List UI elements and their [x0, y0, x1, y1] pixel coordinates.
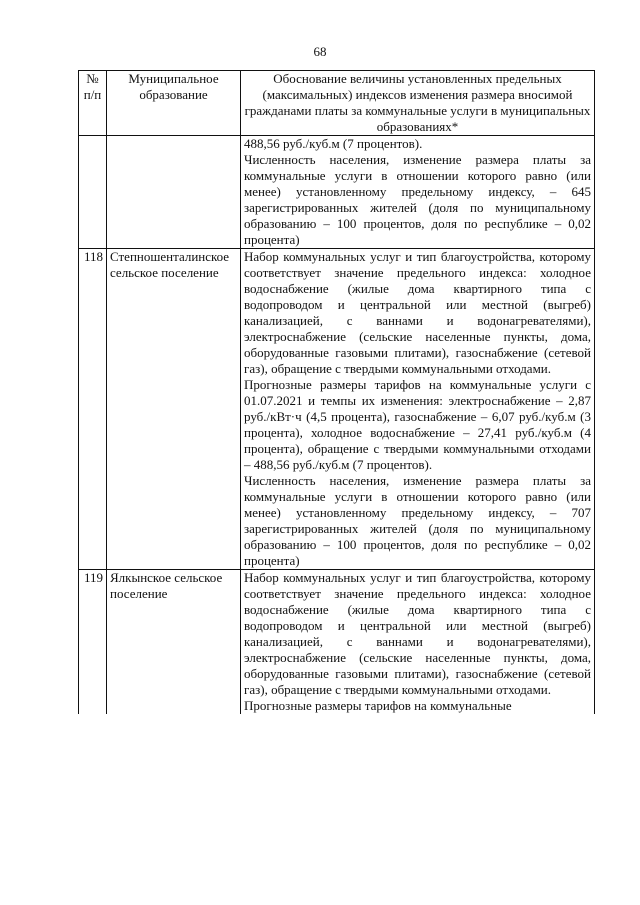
header-justification: Обоснование величины установленных предельных (максимальных) индексов изменения размера вносимой гражданами платы за коммунальные услуги в муниципальных образованиях*	[241, 71, 595, 136]
paragraph: Набор коммунальных услуг и тип благоустройства, которому соответствует значение предельного индекса: холодное водоснабжение (жилые дома квартирного типа с водопроводом и центральной или местной (выгреб) канализацией, с ваннами и водонагревателями), электроснабжение (сельские населенные пункты, дома, оборудованные газовыми плитами), газоснабжение (сетевой газ), обращение с твердыми коммунальными отходами.	[244, 570, 591, 697]
paragraph: Прогнозные размеры тарифов на коммунальные	[244, 698, 512, 713]
paragraph: Прогнозные размеры тарифов на коммунальные услуги с 01.07.2021 и темпы их изменения: электроснабжение – 2,87 руб./кВт·ч (4,5 процента), газоснабжение – 6,07 руб./куб.м (3 процента), холодное водоснабжение – 27,41 руб./куб.м (4 процента), обращение с твердыми коммунальными отходами – 488,56 руб./куб.м (7 процентов).	[244, 377, 591, 472]
table-header-row	[79, 71, 595, 136]
row-number: 119	[79, 570, 107, 715]
page-number: 68	[313, 44, 327, 59]
header-municipality: Муниципальное образование	[107, 71, 241, 136]
row-justification	[241, 570, 595, 715]
table-row	[79, 136, 595, 249]
paragraph: 488,56 руб./куб.м (7 процентов).	[244, 136, 423, 151]
row-municipality: Ялкынское сельское поселение	[107, 570, 241, 715]
row-municipality	[107, 136, 241, 249]
paragraph: Набор коммунальных услуг и тип благоустройства, которому соответствует значение предельного индекса: холодное водоснабжение (жилые дома квартирного типа с водопроводом и центральной или местной (выгреб) канализацией, с ваннами и водонагревателями), электроснабжение (сельские населенные пункты, дома, оборудованные газовыми плитами), газоснабжение (сетевой газ), обращение с твердыми коммунальными отходами.	[244, 249, 591, 376]
row-justification	[241, 136, 595, 249]
paragraph: Численность населения, изменение размера платы за коммунальные услуги в отношении которого равно (или менее) установленному предельному индексу, – 645 зарегистрированных жителей (доля по муниципальному образованию – 100 процентов, доля по республике – 0,02 процента)	[244, 152, 591, 247]
row-justification	[241, 249, 595, 570]
row-number: 118	[79, 249, 107, 570]
paragraph: Численность населения, изменение размера платы за коммунальные услуги в отношении которого равно (или менее) установленному предельному индексу, – 707 зарегистрированных жителей (доля по муниципальному образованию – 100 процентов, доля по республике – 0,02 процента)	[244, 473, 591, 568]
header-num: № п/п	[79, 71, 107, 136]
row-number	[79, 136, 107, 249]
table-row	[79, 249, 595, 570]
row-municipality: Степношенталинское сельское поселение	[107, 249, 241, 570]
index-justification-table	[78, 70, 595, 714]
table-row	[79, 570, 595, 715]
